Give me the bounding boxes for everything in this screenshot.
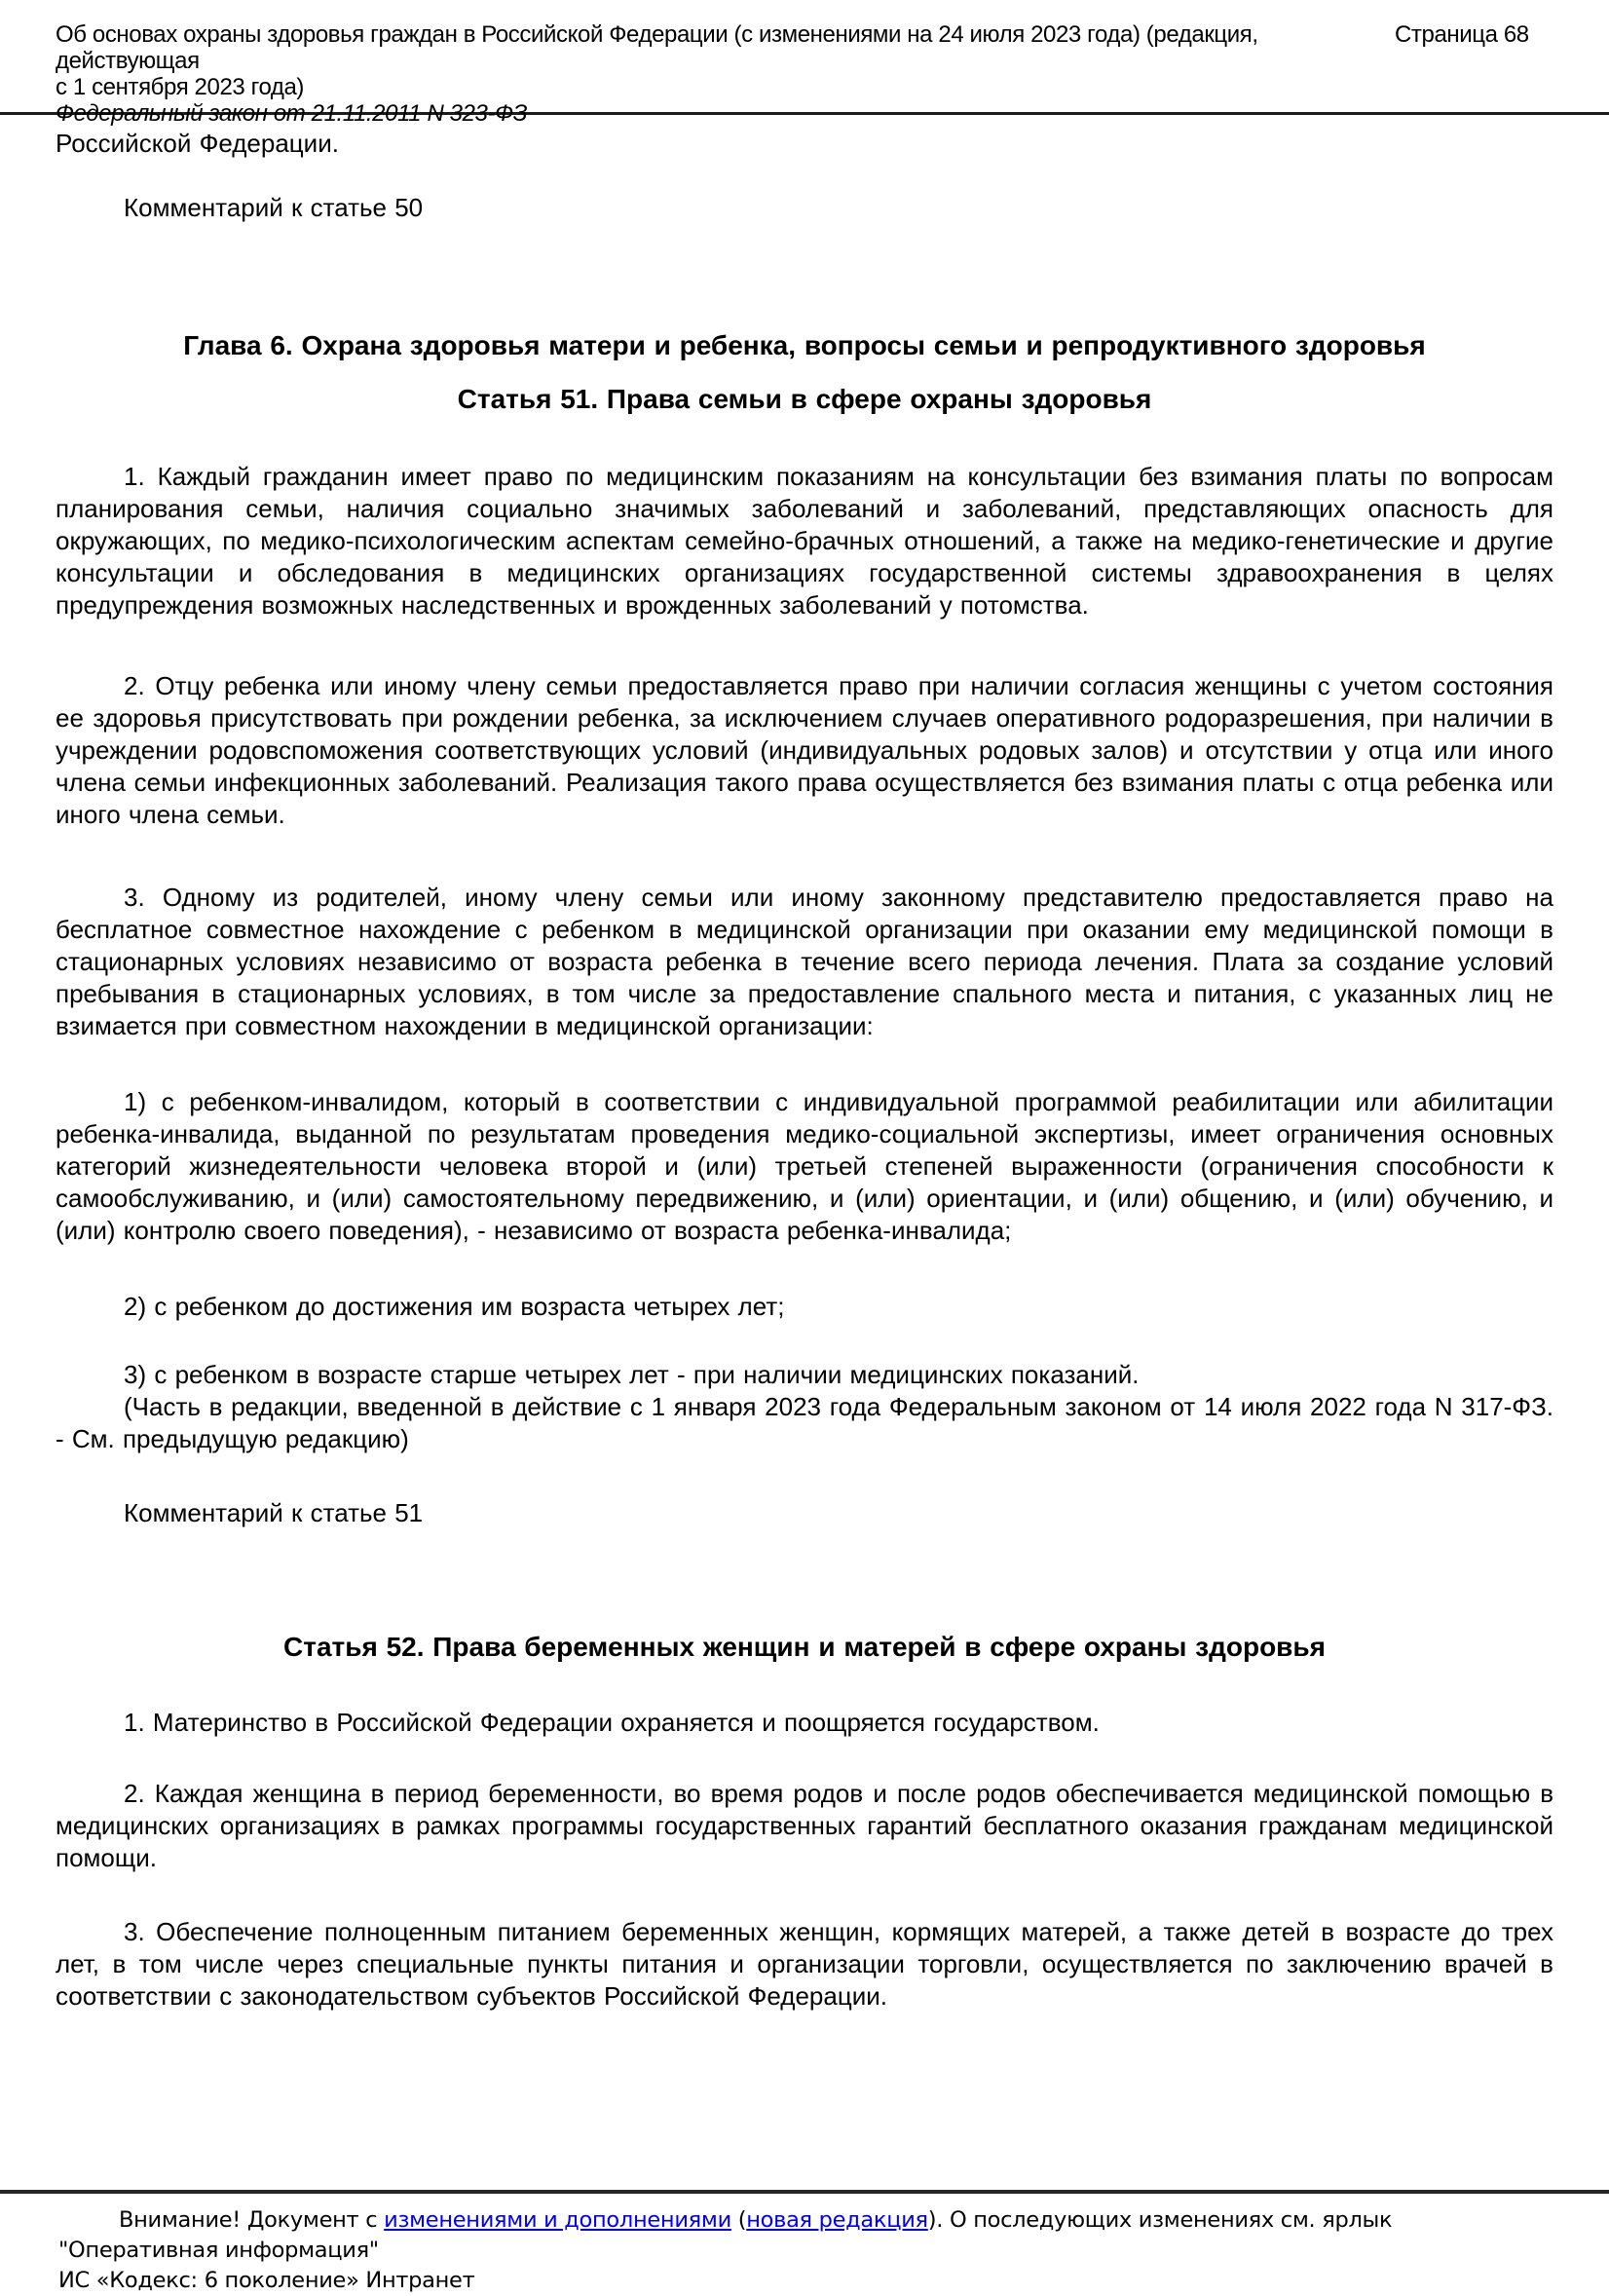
footer-open-paren: (	[730, 2207, 747, 2233]
article-51-heading: Статья 51. Права семьи в сфере охраны здоровья	[457, 384, 1152, 414]
article51-item-3: 3) с ребенком в возрасте старше четырех лет - при наличии медицинских показаний.	[124, 1360, 1140, 1389]
article52-paragraph-3: 3. Обеспечение полноценным питанием беременных женщин, кормящих матерей, а также детей в возрасте до трех лет, в том числе через специальные пункты питания и организации торговли, осуществляется по заключению врачей в соответствии с законодательством субъектов Российской Федерации.	[56, 1917, 1553, 2011]
article51-paragraph-3: 3. Одному из родителей, иному члену семьи или иному законному представителю предоставляется право на бесплатное совместное нахождение с ребенком в медицинской организации при оказании ему медицинской помощи в стационарных условиях независимо от возраста ребенка в течение всего периода лечения. Плата за создание условий пребывания в стационарных условиях, в том числе за предоставление спального места и питания, с указанных лиц не взимается при совместном нахождении в медицинской организации:	[56, 883, 1553, 1040]
document-header	[0, 0, 1609, 127]
document-footer	[0, 2190, 1609, 2296]
document-title-line1: Об основах охраны здоровья граждан в Российской Федерации (с изменениями на 24 июля 2023 года) (редакция, действующая	[56, 21, 1258, 74]
article51-revision-note: (Часть в редакции, введенной в действие с 1 января 2023 года Федеральным законом от 14 июля 2022 года N 317-ФЗ. - См. предыдущую редакцию)	[56, 1392, 1553, 1453]
footer-source-label: ИС «Кодекс: 6 поколение» Интранет	[58, 2268, 475, 2293]
article51-item-2: 2) с ребенком до достижения им возраста четырех лет;	[124, 1292, 785, 1321]
continuation-line: Российской Федерации.	[56, 129, 339, 158]
changes-and-additions-link[interactable]: изменениями и дополнениями	[384, 2207, 731, 2233]
article51-item-1: 1) с ребенком-инвалидом, который в соответствии с индивидуальной программой реабилитации или абилитации ребенка-инвалида, выданной по результатам проведения медико-социальной экспертизы, имеет ограничения основных категорий жизнедеятельности человека второй и (или) третьей степеней выраженности (ограничения способности к самообслуживанию, и (или) самостоятельному передвижению, и (или) ориентации, и (или) общению, и (или) обучению, и (или) контролю своего поведения), - независимо от возраста ребенка-инвалида;	[56, 1087, 1553, 1245]
article51-paragraph-1: 1. Каждый гражданин имеет право по медицинским показаниям на консультации без взимания платы по вопросам планирования семьи, наличия социально значимых заболеваний и заболеваний, представляющих опасность для окружающих, по медико-психологическим аспектам семейно-брачных отношений, а также на медико-генетические и другие консультации и обследования в медицинских организациях государственной системы здравоохранения в целях предупреждения возможных наследственных и врожденных заболеваний у потомства.	[56, 462, 1553, 620]
new-edition-link[interactable]: новая редакция	[746, 2207, 928, 2233]
article-52-heading: Статья 52. Права беременных женщин и матерей в сфере охраны здоровья	[283, 1632, 1326, 1662]
article51-paragraph-2: 2. Отцу ребенка или иному члену семьи предоставляется право при наличии согласия женщины с учетом состояния ее здоровья присутствовать при рождении ребенка, за исключением случаев оперативного родоразрешения, при наличии в учреждении родовспоможения соответствующих условий (индивидуальных родовых залов) и отсутствии у отца или иного члена семьи инфекционных заболеваний. Реализация такого права осуществляется без взимания платы с отца ребенка или иного члена семьи.	[56, 671, 1553, 829]
article52-paragraph-1: 1. Материнство в Российской Федерации охраняется и поощряется государством.	[124, 1708, 1100, 1737]
document-title-line2: с 1 сентября 2023 года)	[56, 74, 305, 100]
document-body	[0, 118, 1609, 2013]
comment-article-50: Комментарий к статье 50	[124, 193, 424, 222]
document-subtitle: Федеральный закон от 21.11.2011 N 323-ФЗ	[56, 100, 528, 127]
footer-notice-suffix: ). О последующих изменениях см. ярлык "Оперативная информация"	[58, 2207, 1393, 2263]
article52-paragraph-2: 2. Каждая женщина в период беременности, во время родов и после родов обеспечивается медицинской помощью в медицинских организациях в рамках программы государственных гарантий бесплатного оказания гражданам медицинской помощи.	[56, 1779, 1553, 1872]
chapter-6-heading: Глава 6. Охрана здоровья матери и ребенка, вопросы семьи и репродуктивного здоровья	[183, 330, 1426, 360]
page-number-label: Страница 68	[1395, 21, 1529, 48]
document-title-block	[56, 21, 1351, 127]
footer-notice	[58, 2205, 1551, 2266]
comment-article-51: Комментарий к статье 51	[124, 1498, 424, 1527]
footer-notice-prefix: Внимание! Документ с	[119, 2207, 385, 2233]
